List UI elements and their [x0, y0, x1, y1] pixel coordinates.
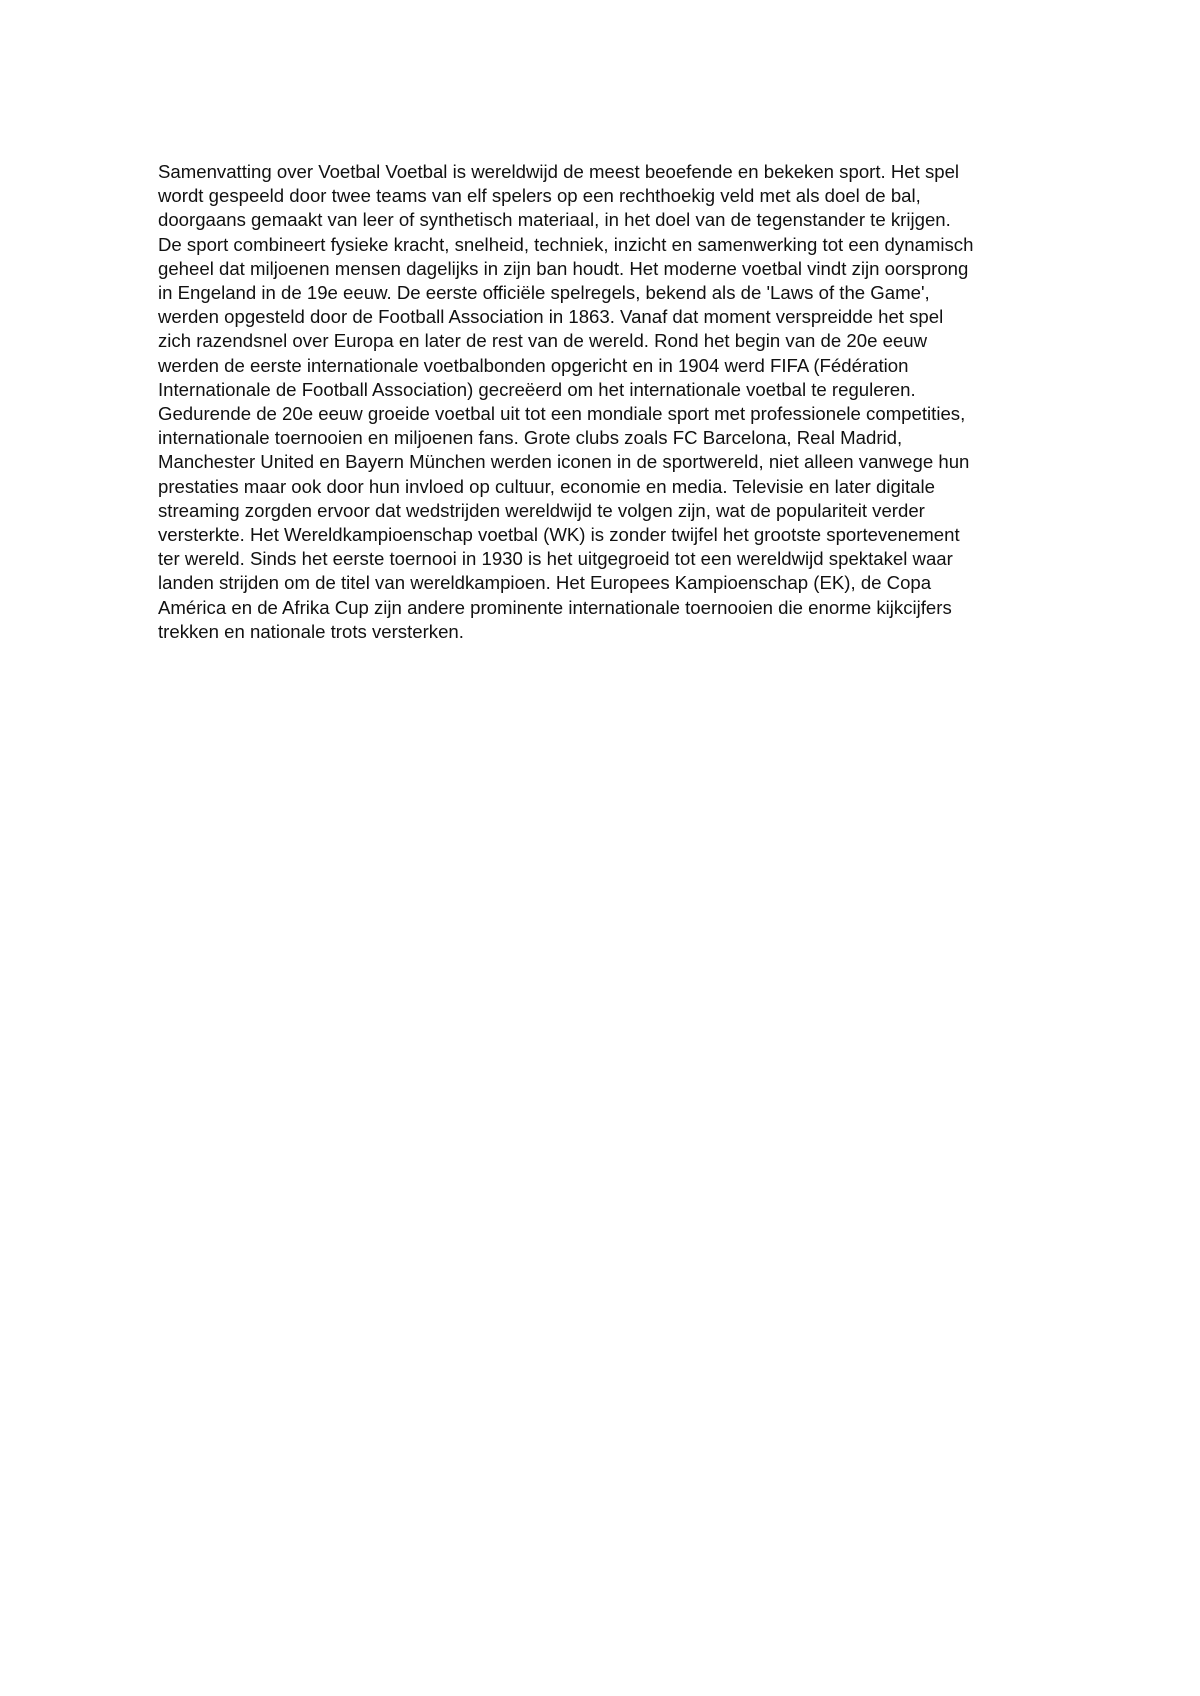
text-line: Manchester United en Bayern München werden iconen in de sportwereld, niet alleen vanwege hun [158, 451, 970, 473]
text-line: Samenvatting over Voetbal Voetbal is wereldwijd de meest beoefende en bekeken sport. Het spel [158, 161, 960, 182]
text-line: werden de eerste internationale voetbalbonden opgericht en in 1904 werd FIFA (Fédération [158, 354, 909, 376]
text-line: wordt gespeeld door twee teams van elf spelers op een rechthoekig veld met als doel de bal, [158, 185, 921, 207]
text-line: De sport combineert fysieke kracht, snelheid, techniek, inzicht en samenwerking tot een dynamisch [158, 233, 974, 255]
text-line: landen strijden om de titel van wereldkampioen. Het Europees Kampioenschap (EK), de Copa [158, 572, 932, 594]
body-paragraph [158, 160, 1058, 644]
text-line: streaming zorgden ervoor dat wedstrijden wereldwijd te volgen zijn, wat de populariteit verder [158, 499, 925, 521]
text-line: doorgaans gemaakt van leer of synthetisch materiaal, in het doel van de tegenstander te krijgen. [158, 209, 951, 231]
text-line: trekken en nationale trots versterken. [158, 620, 464, 642]
text-line: zich razendsnel over Europa en later de rest van de wereld. Rond het begin van de 20e eeuw [158, 330, 928, 352]
text-line: Internationale de Football Association) gecreëerd om het internationale voetbal te reguleren. [158, 378, 916, 400]
text-line: werden opgesteld door de Football Association in 1863. Vanaf dat moment verspreidde het spel [158, 306, 944, 328]
text-line: versterkte. Het Wereldkampioenschap voetbal (WK) is zonder twijfel het grootste sportevenement [158, 524, 960, 546]
text-line: geheel dat miljoenen mensen dagelijks in zijn ban houdt. Het moderne voetbal vindt zijn oorsprong [158, 257, 969, 279]
text-line: in Engeland in de 19e eeuw. De eerste officiële spelregels, bekend als de 'Laws of the Game', [158, 282, 930, 304]
text-line: América en de Afrika Cup zijn andere prominente internationale toernooien die enorme kijkcijfers [158, 596, 952, 618]
text-line: Gedurende de 20e eeuw groeide voetbal uit tot een mondiale sport met professionele competities, [158, 403, 966, 425]
text-line: prestaties maar ook door hun invloed op cultuur, economie en media. Televisie en later digitale [158, 475, 935, 497]
text-line: internationale toernooien en miljoenen fans. Grote clubs zoals FC Barcelona, Real Madrid, [158, 427, 903, 449]
text-line: ter wereld. Sinds het eerste toernooi in 1930 is het uitgegroeid tot een wereldwijd spektakel waar [158, 548, 953, 570]
